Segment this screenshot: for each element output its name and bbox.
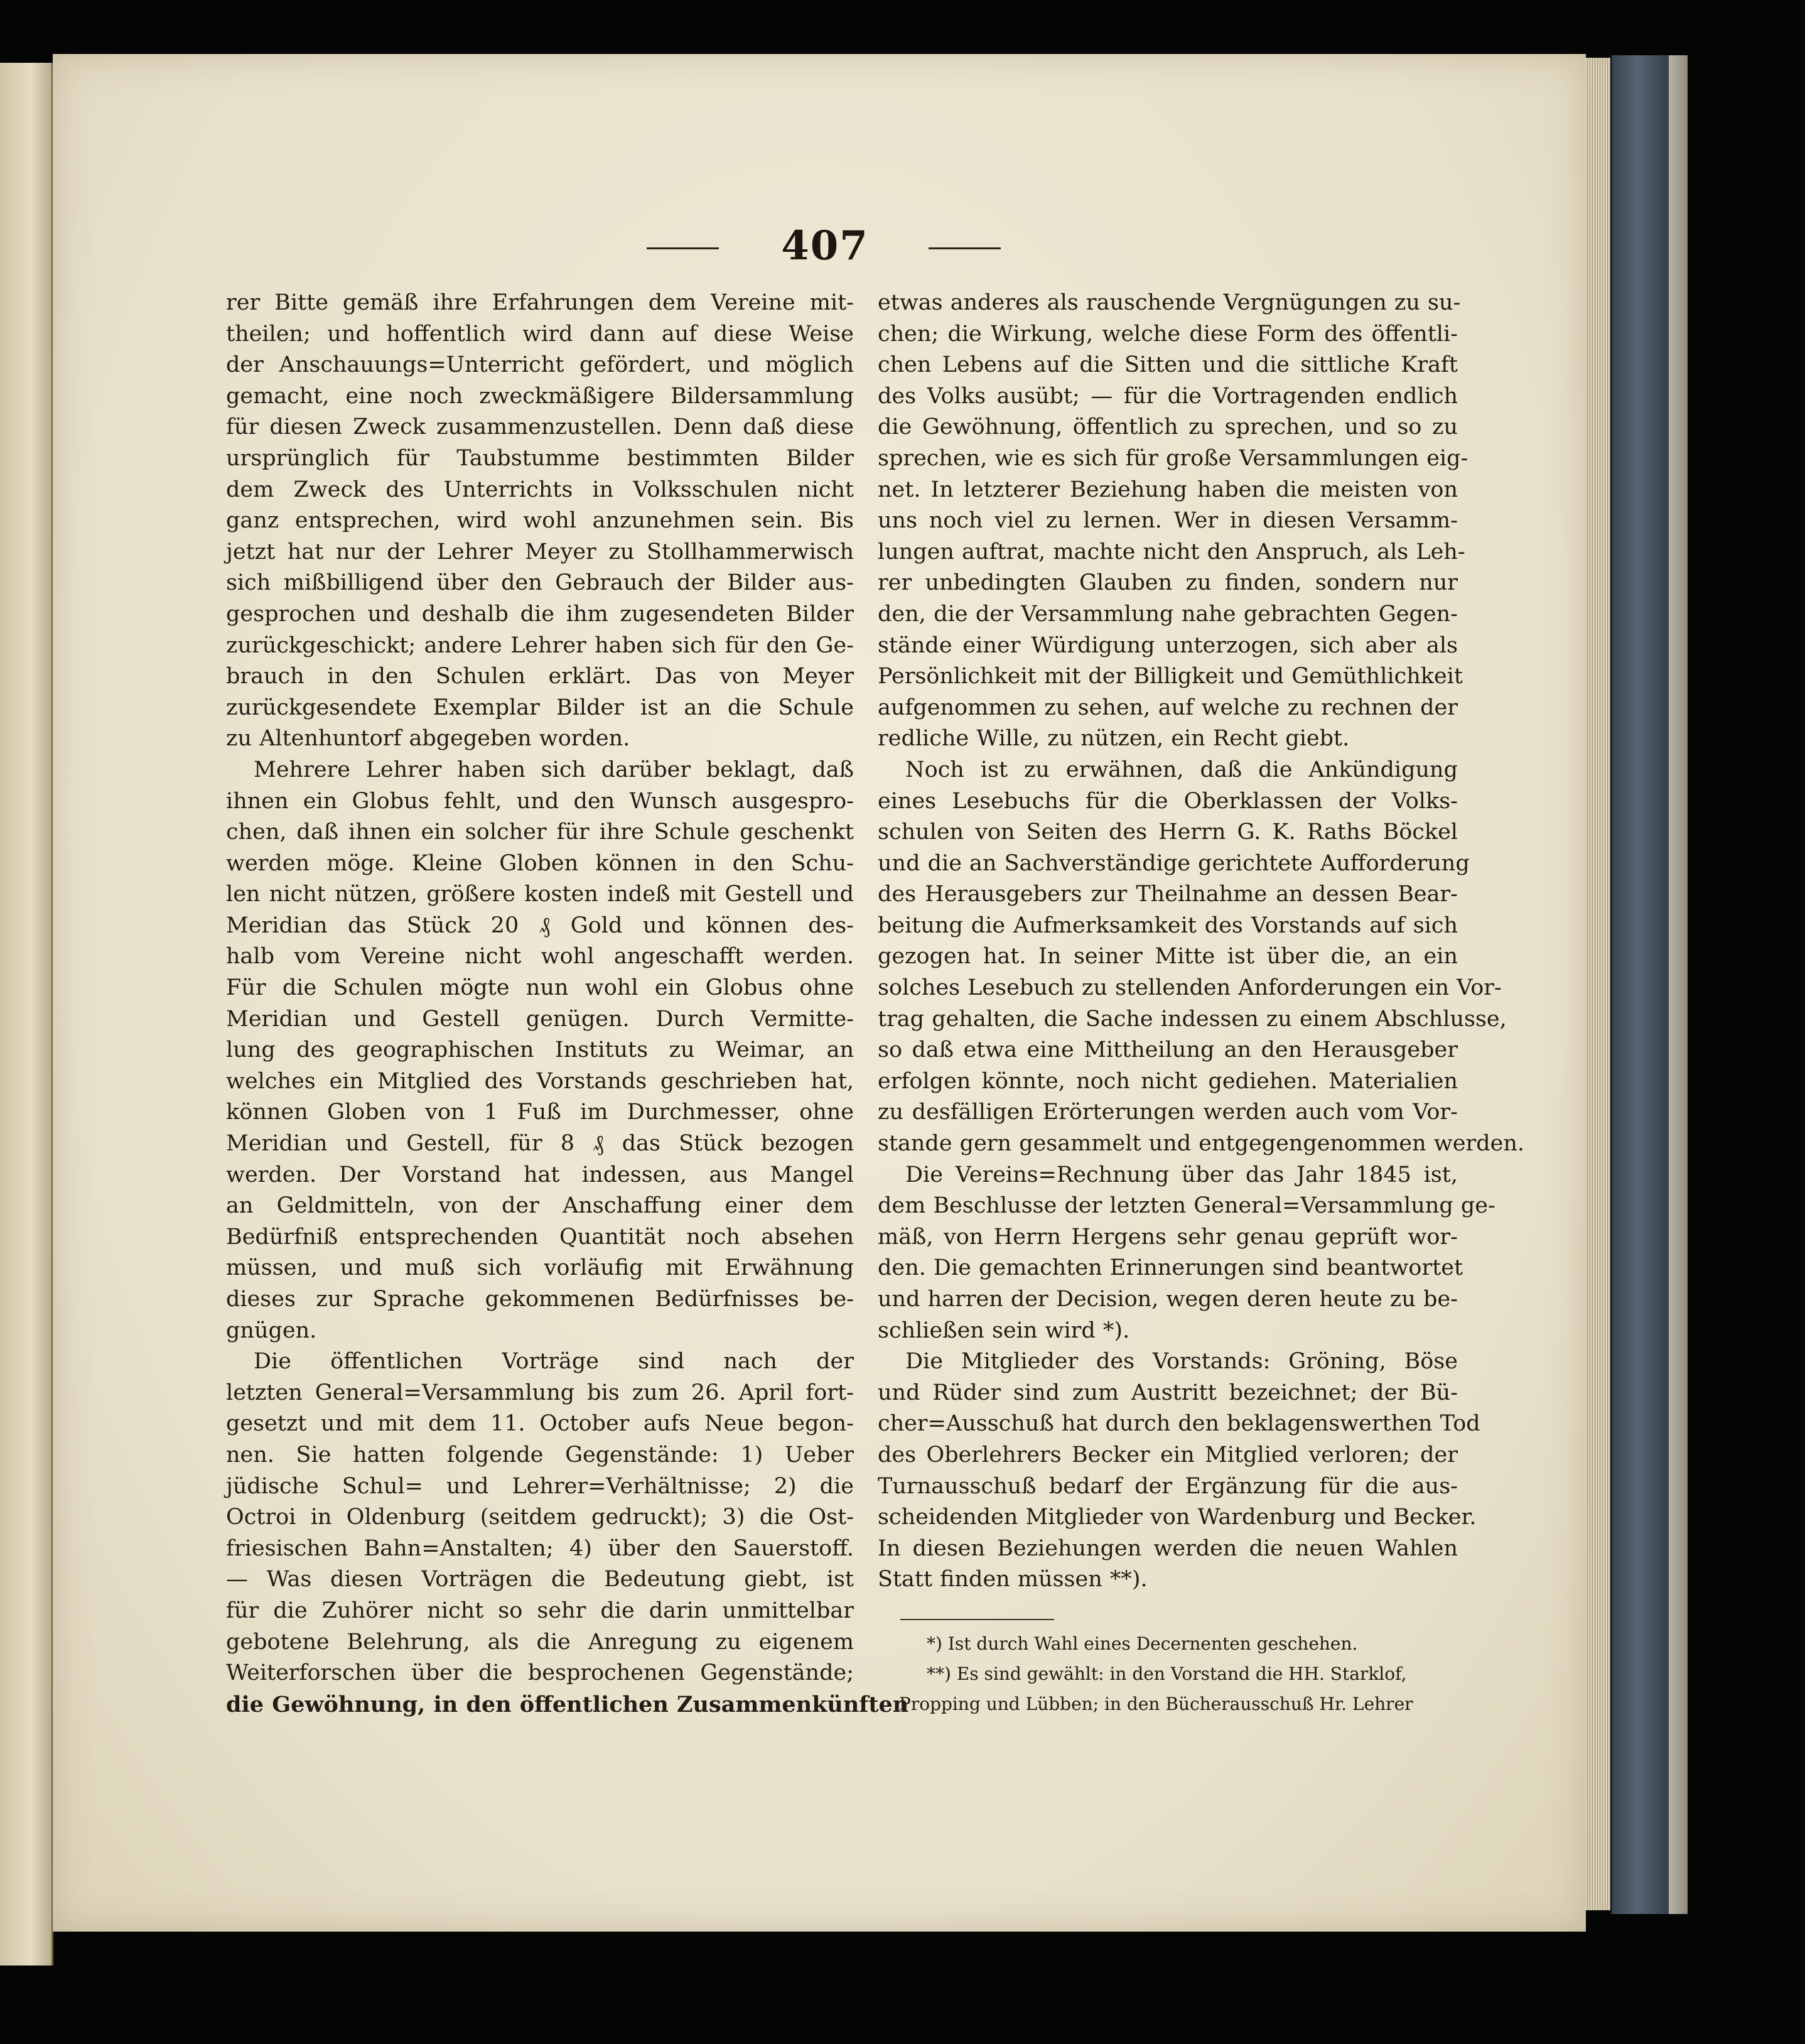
- left-column-line: sich mißbilligend über den Gebrauch der Bilder aus-: [226, 570, 854, 596]
- right-column-line: Die Mitglieder des Vorstands: Gröning, Böse: [905, 1349, 1458, 1375]
- right-column-line: solches Lesebuch zu stellenden Anforderungen ein Vor-: [878, 975, 1502, 1001]
- left-column-line: Für die Schulen mögte nun wohl ein Globus ohne: [226, 975, 854, 1001]
- right-column-line: schließen sein wird *).: [878, 1317, 1130, 1343]
- left-column-line: dem Zweck des Unterrichts in Volksschulen nicht: [226, 477, 854, 502]
- right-column-line: stande gern gesammelt und entgegengenommen werden.: [878, 1131, 1524, 1157]
- left-column-line: jetzt hat nur der Lehrer Meyer zu Stollhammerwisch: [226, 539, 854, 565]
- right-column-line: aufgenommen zu sehen, auf welche zu rechnen der: [878, 695, 1458, 720]
- footnote-separator: [900, 1619, 1054, 1620]
- right-column-line: redliche Wille, zu nützen, ein Recht giebt.: [878, 726, 1350, 752]
- left-column-line: die Gewöhnung, in den öffentlichen Zusammenkünften: [226, 1691, 909, 1717]
- right-column-line: und Rüder sind zum Austritt bezeichnet; der Bü-: [878, 1380, 1458, 1405]
- right-text-column: [878, 288, 1524, 1596]
- left-column-line: rer Bitte gemäß ihre Erfahrungen dem Vereine mit-: [226, 290, 854, 315]
- left-column-line: der Anschauungs=Unterricht gefördert, und möglich: [226, 352, 854, 378]
- footnotes-line: **) Es sind gewählt: in den Vorstand die HH. Starklof,: [927, 1663, 1407, 1684]
- left-column-line: welches ein Mitglied des Vorstands geschrieben hat,: [226, 1068, 854, 1094]
- left-column-line: Meridian und Gestell genügen. Durch Vermitte-: [226, 1006, 854, 1032]
- right-column-line: Persönlichkeit mit der Billigkeit und Gemüthlichkeit: [878, 664, 1463, 689]
- left-column-line: gesprochen und deshalb die ihm zugesendeten Bilder: [226, 601, 854, 627]
- left-column-line: brauch in den Schulen erklärt. Das von Meyer: [226, 664, 854, 689]
- left-text-column: [226, 288, 909, 1720]
- right-column-line: Die Vereins=Rechnung über das Jahr 1845 ist,: [905, 1162, 1458, 1187]
- right-column-line: des Oberlehrers Becker ein Mitglied verloren; der: [878, 1442, 1458, 1468]
- right-column-line: beitung die Aufmerksamkeit des Vorstands auf sich: [878, 912, 1458, 938]
- left-column-line: gesetzt und mit dem 11. October aufs Neue begon-: [226, 1411, 854, 1437]
- right-column-line: trag gehalten, die Sache indessen zu einem Abschlusse,: [878, 1006, 1507, 1032]
- left-column-line: Die öffentlichen Vorträge sind nach der: [254, 1349, 854, 1375]
- right-column-line: und die an Sachverständige gerichtete Aufforderung: [878, 850, 1470, 876]
- right-column-line: stände einer Würdigung unterzogen, sich aber als: [878, 632, 1458, 658]
- right-column-line: cher=Ausschuß hat durch den beklagenswerthen Tod: [878, 1411, 1480, 1437]
- left-column-line: werden möge. Kleine Globen können in den Schu-: [226, 850, 854, 876]
- footnotes-line: *) Ist durch Wahl eines Decernenten geschehen.: [927, 1633, 1358, 1654]
- left-column-line: nen. Sie hatten folgende Gegenstände: 1) Ueber: [226, 1442, 854, 1468]
- adjacent-page-edge: [0, 63, 53, 1966]
- left-column-line: Meridian das Stück 20 ₰ Gold und können des-: [226, 912, 854, 938]
- right-column-line: die Gewöhnung, öffentlich zu sprechen, und so zu: [878, 414, 1458, 440]
- header-rule-right: [929, 247, 1001, 249]
- right-column-line: Noch ist zu erwähnen, daß die Ankündigung: [905, 757, 1458, 782]
- right-column-line: Statt finden müssen **).: [878, 1567, 1148, 1592]
- right-column-line: etwas anderes als rauschende Vergnügungen zu su-: [878, 290, 1461, 315]
- right-column-line: so daß etwa eine Mittheilung an den Herausgeber: [878, 1037, 1458, 1063]
- right-column-line: eines Lesebuchs für die Oberklassen der Volks-: [878, 788, 1458, 814]
- right-column-line: den, die der Versammlung nahe gebrachten Gegen-: [878, 601, 1458, 627]
- left-column-line: ihnen ein Globus fehlt, und den Wunsch ausgespro-: [226, 788, 854, 814]
- left-column-line: Mehrere Lehrer haben sich darüber beklagt, daß: [254, 757, 854, 782]
- footnotes: [899, 1629, 1464, 1719]
- left-column-line: friesischen Bahn=Anstalten; 4) über den Sauerstoff.: [226, 1535, 854, 1561]
- right-column-line: und harren der Decision, wegen deren heute zu be-: [878, 1287, 1458, 1312]
- left-column-line: letzten General=Versammlung bis zum 26. April fort-: [226, 1380, 854, 1405]
- left-column-line: Weiterforschen über die besprochenen Gegenstände;: [226, 1660, 854, 1686]
- page-stack-edges: [1585, 58, 1610, 1910]
- right-column-line: des Herausgebers zur Theilnahme an dessen Bear-: [878, 882, 1458, 907]
- footnotes-line: Propping und Lübben; in den Bücherausschuß Hr. Lehrer: [899, 1694, 1413, 1714]
- right-column-line: chen Lebens auf die Sitten und die sittliche Kraft: [878, 352, 1458, 378]
- left-column-line: für die Zuhörer nicht so sehr die darin unmittelbar: [226, 1598, 854, 1623]
- right-column-line: zu desfälligen Erörterungen werden auch vom Vor-: [878, 1100, 1458, 1125]
- left-column-line: können Globen von 1 Fuß im Durchmesser, ohne: [226, 1100, 854, 1125]
- left-column-line: gemacht, eine noch zweckmäßigere Bildersammlung: [226, 383, 854, 409]
- right-column-line: In diesen Beziehungen werden die neuen Wahlen: [878, 1535, 1458, 1561]
- left-column-line: lung des geographischen Instituts zu Weimar, an: [226, 1037, 854, 1063]
- right-column-line: Turnausschuß bedarf der Ergänzung für die aus-: [878, 1473, 1458, 1499]
- right-column-line: chen; die Wirkung, welche diese Form des öffentli-: [878, 321, 1458, 347]
- right-column-line: erfolgen könnte, noch nicht gediehen. Materialien: [878, 1068, 1458, 1094]
- left-column-line: müssen, und muß sich vorläufig mit Erwähnung: [226, 1255, 854, 1281]
- right-column-line: mäß, von Herrn Hergens sehr genau geprüft wor-: [878, 1224, 1458, 1250]
- book-page: [53, 54, 1586, 1932]
- left-column-line: werden. Der Vorstand hat indessen, aus Mangel: [226, 1162, 854, 1187]
- right-column-line: des Volks ausübt; — für die Vortragenden endlich: [878, 383, 1458, 409]
- page-number: 407: [781, 222, 869, 269]
- right-column-line: den. Die gemachten Erinnerungen sind beantwortet: [878, 1255, 1463, 1281]
- left-column-line: ursprünglich für Taubstumme bestimmten Bilder: [226, 445, 854, 471]
- left-column-line: Bedürfniß entsprechenden Quantität noch absehen: [226, 1224, 854, 1250]
- left-column-line: zurückgesendete Exemplar Bilder ist an die Schule: [226, 695, 854, 720]
- right-column-line: dem Beschlusse der letzten General=Versammlung ge-: [878, 1193, 1495, 1219]
- left-column-line: zurückgeschickt; andere Lehrer haben sich für den Ge-: [226, 632, 854, 658]
- left-column-line: dieses zur Sprache gekommenen Bedürfnisses be-: [226, 1287, 854, 1312]
- left-column-line: halb vom Vereine nicht wohl angeschafft werden.: [226, 944, 854, 970]
- left-column-line: Octroi in Oldenburg (seitdem gedruckt); 3) die Ost-: [226, 1505, 854, 1530]
- header-rule-left: [647, 247, 719, 249]
- left-column-line: gebotene Belehrung, als die Anregung zu eigenem: [226, 1629, 854, 1655]
- book-cover-edge: [1610, 55, 1675, 1914]
- left-column-line: Meridian und Gestell, für 8 ₰ das Stück bezogen: [226, 1131, 854, 1157]
- page-header: [53, 222, 1586, 273]
- right-column-line: rer unbedingten Glauben zu finden, sondern nur: [878, 570, 1458, 596]
- right-column-line: gezogen hat. In seiner Mitte ist über die, an ein: [878, 944, 1458, 970]
- left-column-line: ganz entsprechen, wird wohl anzunehmen sein. Bis: [226, 508, 854, 534]
- left-column-line: theilen; und hoffentlich wird dann auf diese Weise: [226, 321, 854, 347]
- left-column-line: — Was diesen Vorträgen die Bedeutung giebt, ist: [226, 1567, 854, 1592]
- right-column-line: lungen auftrat, machte nicht den Anspruch, als Leh-: [878, 539, 1465, 565]
- right-column-line: sprechen, wie es sich für große Versammlungen eig-: [878, 445, 1468, 471]
- left-column-line: zu Altenhuntorf abgegeben worden.: [226, 726, 630, 752]
- left-column-line: für diesen Zweck zusammenzustellen. Denn daß diese: [226, 414, 854, 440]
- right-column-line: schulen von Seiten des Herrn G. K. Raths Böckel: [878, 819, 1458, 845]
- left-column-line: an Geldmitteln, von der Anschaffung einer dem: [226, 1193, 854, 1219]
- left-column-line: chen, daß ihnen ein solcher für ihre Schule geschenkt: [226, 819, 854, 845]
- left-column-line: gnügen.: [226, 1317, 317, 1343]
- right-column-line: uns noch viel zu lernen. Wer in diesen Versamm-: [878, 508, 1458, 534]
- right-column-line: net. In letzterer Beziehung haben die meisten von: [878, 477, 1458, 502]
- left-column-line: jüdische Schul= und Lehrer=Verhältnisse; 2) die: [226, 1473, 854, 1499]
- left-column-line: len nicht nützen, größere kosten indeß mit Gestell und: [226, 882, 854, 907]
- right-column-line: scheidenden Mitglieder von Wardenburg und Becker.: [878, 1505, 1477, 1530]
